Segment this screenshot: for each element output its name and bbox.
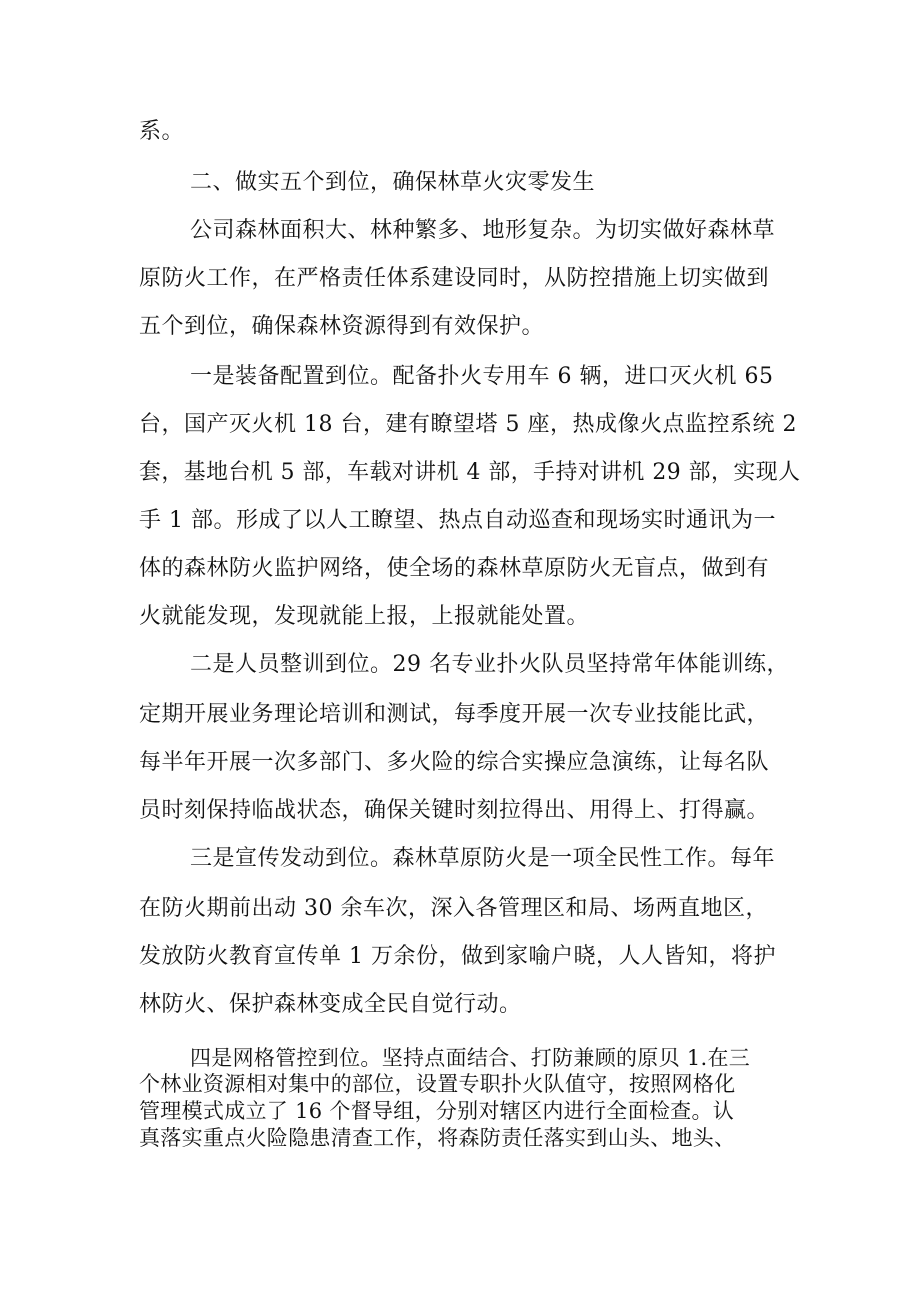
text-line: 手 1 部。形成了以人工瞭望、热点自动巡查和现场实时通讯为一 — [139, 508, 776, 533]
text-line: 原防火工作，在严格责任体系建设同时，从防控措施上切实做到 — [139, 266, 770, 291]
text-line: 台，国产灭火机 18 台，建有瞭望塔 5 座，热成像火点监控系统 2 — [139, 412, 797, 437]
text-line: 在防火期前出动 30 余车次，深入各管理区和局、场两直地区， — [139, 896, 768, 921]
text-line: 管理模式成立了 16 个督导组，分别对辖区内进行全面检查。认 — [139, 1099, 735, 1123]
text-line: 四是网格管控到位。坚持点面结合、打防兼顾的原贝 1.在三 — [190, 1046, 751, 1070]
text-line: 定期开展业务理论培训和测试，每季度开展一次专业技能比武， — [139, 702, 770, 727]
text-line: 员时刻保持临战状态，确保关键时刻拉得出、用得上、打得赢。 — [139, 798, 770, 823]
text-line: 二是人员整训到位。29 名专业扑火队员坚持常年体能训练， — [190, 652, 789, 677]
text-line: 套，基地台机 5 部，车载对讲机 4 部，手持对讲机 29 部，实现人 — [139, 460, 801, 485]
text-line: 真落实重点火险隐患清查工作，将森防责任落实到山头、地头、 — [139, 1126, 736, 1150]
text-line: 林防火、保护森林变成全民自觉行动。 — [139, 992, 522, 1017]
text-line: 三是宣传发动到位。森林草原防火是一项全民性工作。每年 — [190, 846, 776, 871]
text-line: 体的森林防火监护网络，使全场的森林草原防火无盲点，做到有 — [139, 556, 770, 581]
text-line: 个林业资源相对集中的部位，设置专职扑火队值守，按照网格化 — [139, 1072, 736, 1096]
text-line: 系。 — [139, 119, 185, 144]
text-line: 公司森林面积大、林种繁多、地形复杂。为切实做好森林草 — [190, 218, 776, 243]
text-line: 每半年开展一次多部门、多火险的综合实操应急演练，让每名队 — [139, 750, 770, 775]
text-line: 五个到位，确保森林资源得到有效保护。 — [139, 314, 545, 339]
text-line: 火就能发现，发现就能上报，上报就能处置。 — [139, 604, 590, 629]
text-line: 一是装备配置到位。配备扑火专用车 6 辆，进口灭火机 65 — [190, 364, 774, 389]
section-heading: 二、做实五个到位，确保林草火灾零发生 — [190, 170, 596, 195]
text-line: 发放防火教育宣传单 1 万余份，做到家喻户晓，人人皆知，将护 — [139, 944, 776, 969]
